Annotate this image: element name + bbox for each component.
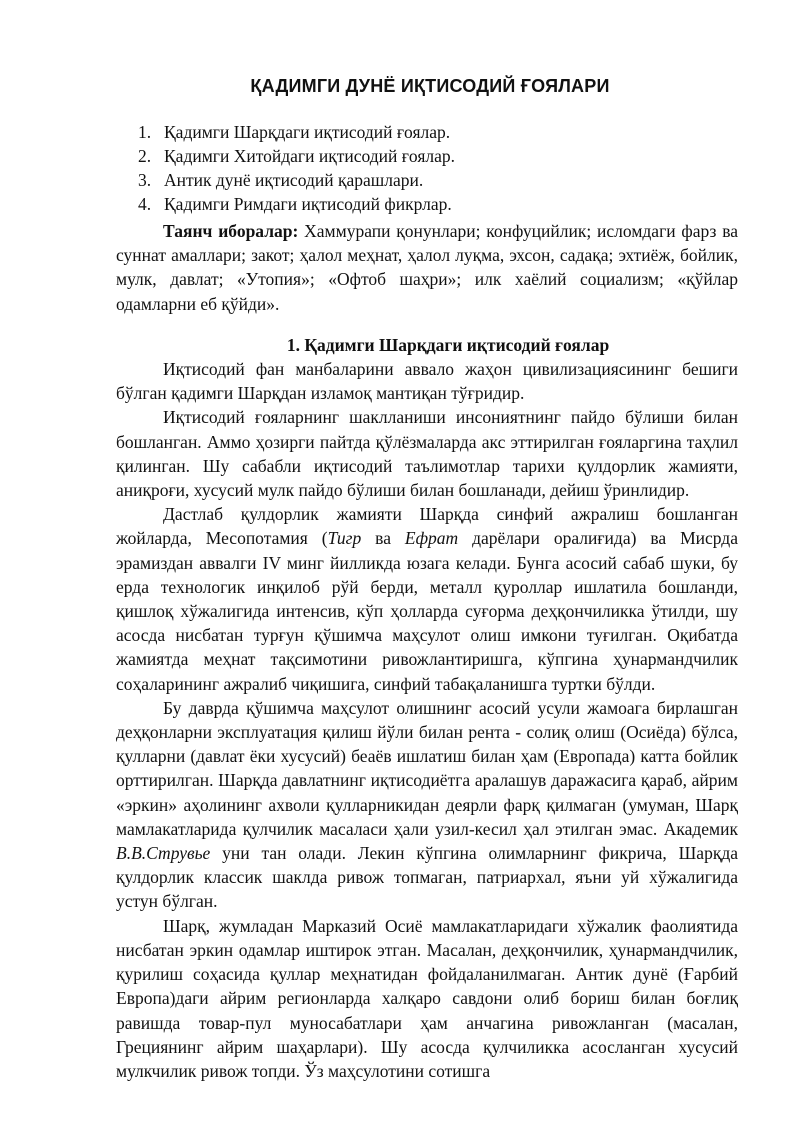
toc-number: 3. — [138, 170, 152, 190]
toc-text: Қадимги Римдаги иқтисодий фикрлар. — [164, 194, 452, 214]
toc-text: Қадимги Шарқдаги иқтисодий ғоялар. — [164, 122, 451, 142]
paragraph — [116, 696, 738, 914]
section-heading: 1. Қадимги Шарқдаги иқтисодий ғоялар — [286, 334, 610, 355]
toc-item — [138, 144, 455, 168]
toc-number: 2. — [138, 146, 152, 166]
text-run: дарёлари оралиғида) ва Мисрда эрамиздан аввалги IV минг йилликда юзага келади. Бунга асосий сабаб шуки, бу ерда технологик инқилоб рўй берди, металл қуроллар ишлатила бошланди, қишлоқ хўжалигида интенсив, кўп ҳолларда суғорма деҳқончиликка ўтилди, шу асосда нисбатан турғун қўшимча маҳсулот олиш имкони туғилган. Оқибатда жамиятда меҳнат тақсимотини ривожлантиришга, кўпгина ҳунармандчилик соҳаларининг ажралиб чиқишига, синфий табақаланишга туртки бўлди. — [116, 528, 738, 694]
text-run: Бу даврда қўшимча маҳсулот олишнинг асосий усули жамоага бирлашган деҳқонларни эксплуатация қилиш йўли билан рента - солиқ олиш (Осиёда) бўлса, қулларни (давлат ёки хусусий) беаёв ишлатиш билан ҳам (Европада) катта бойлик орттирилган. Шарқда давлатнинг иқтисодиётга аралашув даражасига қараб, айрим «эркин» аҳолининг ахволи қулларникидан деярли фарқ қилмаган (умуман, Шарқ мамлакатларида қулчилик масаласи ҳали узил-кесил ҳал этилган эмас. Академик — [116, 697, 738, 839]
text-run: Дастлаб қулдорлик жамияти Шарқда синфий ажралиш бошланган жойларда, Месопотамия ( — [116, 504, 738, 549]
river-name: Ефрат — [404, 528, 459, 549]
toc-number: 4. — [138, 194, 152, 214]
toc-text: Антик дунё иқтисодий қарашлари. — [164, 170, 424, 190]
keywords-label: Таянч иборалар: — [163, 221, 299, 241]
river-name: Тигр — [327, 528, 362, 549]
toc-text: Қадимги Хитойдаги иқтисодий ғоялар. — [164, 146, 455, 166]
document-body — [116, 219, 738, 1083]
paragraph: Иқтисодий фан манбаларини аввало жаҳон цивилизациясининг бешиги бўлган қадимги Шарқдан изламоқ мантиқан тўғридир. — [116, 359, 738, 404]
paragraph: Шарқ, жумладан Марказий Осиё мамлакатларидаги хўжалик фаолиятида нисбатан эркин одамлар иштирок этган. Масалан, деҳқончилик, ҳунармандчилик, қурилиш соҳасида қуллар меҳнатидан фойдаланилмаган. Антик дунё (Ғарбий Европа)даги айрим регионларда халқаро савдони олиб бориш билан боғлиқ равишда товар-пул муносабатлари ҳам анчагина ривожланган (масалан, Грециянинг айрим шаҳарлари). Шу асосда қулчиликка асосланган хусусий мулкчилик ривож топди. Ўз маҳсулотини сотишга — [116, 915, 738, 1081]
paragraph: Иқтисодий ғояларнинг шаклланиши инсониятнинг пайдо бўлиши билан бошланган. Аммо ҳозирги пайтда қўлёзмаларда акс эттирилган ғояларгина таҳлил қилинган. Шу сабабли иқтисодий таълимотлар тарихи қулдорлик жамияти, аниқроғи, хусусий мулк пайдо бўлиши билан бошланади, дейиш ўринлидир. — [116, 407, 738, 501]
scholar-name: В.В.Струвье — [116, 843, 211, 864]
text-run: ва — [361, 528, 405, 549]
toc-item — [138, 192, 455, 216]
spacer — [116, 316, 738, 333]
page-title: ҚАДИМГИ ДУНЁ ИҚТИСОДИЙ ҒОЯЛАРИ — [250, 76, 610, 96]
keywords-paragraph — [116, 219, 738, 316]
keywords-text: Хаммурапи қонунлари; конфуцийлик; исломдаги фарз ва суннат амаллари; закот; ҳалол меҳнат, ҳалол луқма, эхсон, садақа; эхтиёж, бойлик, мулк, давлат; «Утопия»; «Офтоб шаҳри»; илк хаёлий социализм; «қўйлар одамларни еб қўйди». — [116, 221, 739, 314]
text-run: уни тан олади. Лекин кўпгина олимларнинг фикрича, Шарқда қулдорлик классик шаклда ривож топмаган, патриархал, яъни уй хўжалигида устун бўлган. — [116, 843, 738, 912]
toc-item — [138, 120, 455, 144]
toc-number: 1. — [138, 122, 152, 142]
paragraph — [116, 502, 738, 696]
toc-item — [138, 168, 455, 192]
table-of-contents — [138, 120, 455, 216]
